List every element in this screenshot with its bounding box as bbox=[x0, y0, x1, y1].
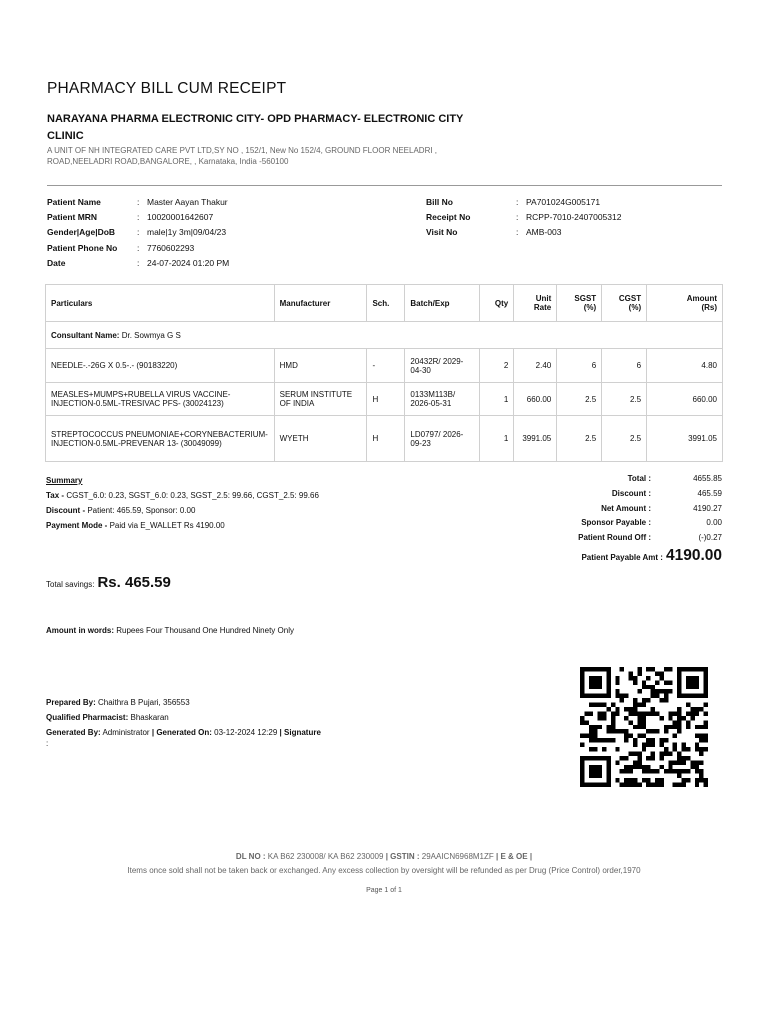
col-cgst: CGST (%) bbox=[602, 285, 647, 322]
page-title: PHARMACY BILL CUM RECEIPT bbox=[47, 80, 287, 97]
discount-label: Discount - bbox=[46, 506, 86, 515]
col-qty: Qty bbox=[480, 285, 514, 322]
gender-age-dob-label: Gender|Age|DoB bbox=[47, 227, 116, 238]
qr-code-icon bbox=[580, 667, 708, 787]
gender-age-dob: male|1y 3m|09/04/23 bbox=[147, 227, 227, 238]
discount-total-label: Discount : bbox=[611, 488, 651, 498]
hospital-name: NARAYANA PHARMA ELECTRONIC CITY- OPD PHARMACY- ELECTRONIC CITY CLINIC bbox=[47, 113, 464, 142]
net-amount-label: Net Amount : bbox=[601, 503, 651, 513]
dl-number: KA B62 230008/ KA B62 230009 bbox=[267, 852, 384, 861]
sponsor-payable-label: Sponsor Payable : bbox=[581, 518, 651, 528]
savings-label: Total savings: bbox=[46, 580, 95, 589]
generated-by-label: Generated By: bbox=[46, 728, 101, 737]
footer-note: Items once sold shall not be taken back or exchanged. Any excess collection by oversight will be refunded as per Drug (Price Control) order,1970 bbox=[127, 866, 641, 875]
col-batch: Batch/Exp bbox=[405, 285, 480, 322]
table-row: NEEDLE-.-26G X 0.5-.- (90183220) HMD - 20432R/ 2029-04-30 2 2.40 6 6 4.80 bbox=[46, 349, 723, 383]
gstin-label: GSTIN : bbox=[390, 852, 420, 861]
gstin: 29AAICN6968M1ZF bbox=[421, 852, 494, 861]
generated-on: 03-12-2024 12:29 bbox=[214, 728, 278, 737]
prepared-section: Prepared By: Chaithra B Pujari, 356553 Qualified Pharmacist: Bhaskaran Generated By: Administrator | Generated On: 03-12-2024 12:29 | Signature : bbox=[46, 698, 321, 748]
col-sch: Sch. bbox=[367, 285, 405, 322]
savings-value: Rs. 465.59 bbox=[97, 574, 171, 591]
eoe: E & OE | bbox=[500, 852, 533, 861]
receipt-no: RCPP-7010-2407005312 bbox=[526, 212, 622, 223]
consultant-label: Consultant Name: bbox=[51, 330, 120, 340]
tax-breakdown: CGST_6.0: 0.23, SGST_6.0: 0.23, SGST_2.5: 99.66, CGST_2.5: 99.66 bbox=[66, 491, 319, 500]
dl-label: DL NO : bbox=[235, 852, 266, 861]
col-amount: Amount (Rs) bbox=[647, 285, 723, 322]
hospital-address: A UNIT OF NH INTEGRATED CARE PVT LTD,SY NO , 152/1, New No 152/4, GROUND FLOOR NEELADRI , ROAD,NEELADRI ROAD,BANGALORE, , Karnataka, India -560100 bbox=[47, 146, 438, 166]
header-divider bbox=[47, 185, 722, 186]
patient-name-label: Patient Name bbox=[47, 197, 101, 207]
date-label: Date bbox=[47, 257, 66, 268]
total-savings bbox=[46, 574, 171, 591]
payment-mode: Paid via E_WALLET Rs 4190.00 bbox=[109, 521, 225, 530]
round-off-label: Patient Round Off : bbox=[578, 533, 651, 543]
bill-no-label: Bill No bbox=[426, 197, 453, 207]
payable-label: Patient Payable Amt : bbox=[581, 553, 663, 562]
words-value: Rupees Four Thousand One Hundred Ninety Only bbox=[116, 626, 294, 635]
payable-amount: 4190.00 bbox=[665, 547, 722, 564]
bill-info: Bill No : PA701024G005171 Receipt No : RCPP-7010-2407005312 Visit No : AMB-003 bbox=[426, 195, 621, 241]
date-value: 24-07-2024 01:20 PM bbox=[147, 257, 230, 268]
page-number: Page 1 of 1 bbox=[366, 887, 402, 894]
col-particulars: Particulars bbox=[46, 285, 275, 322]
consultant-name: Dr. Sowmya G S bbox=[121, 330, 181, 340]
sponsor-payable-value: 0.00 bbox=[706, 518, 722, 528]
receipt-no-label: Receipt No bbox=[426, 212, 471, 223]
bill-no: PA701024G005171 bbox=[526, 197, 601, 207]
totals-section bbox=[520, 472, 722, 546]
pharmacist: Bhaskaran bbox=[130, 713, 169, 722]
table-header-row bbox=[46, 285, 723, 322]
table-row: STREPTOCOCCUS PNEUMONIAE+CORYNEBACTERIUM-INJECTION-0.5ML-PREVENAR 13- (30049099) WYETH H LD0797/ 2026-09-23 1 3991.05 2.5 2.5 3991.05 bbox=[46, 416, 723, 462]
pharmacist-label: Qualified Pharmacist: bbox=[46, 713, 129, 722]
col-sgst: SGST (%) bbox=[557, 285, 602, 322]
total-value: 4655.85 bbox=[693, 474, 722, 483]
summary-section bbox=[46, 473, 319, 533]
total-label: Total : bbox=[627, 474, 651, 483]
prepared-by-label: Prepared By: bbox=[46, 698, 96, 707]
generated-by: Administrator bbox=[102, 728, 150, 737]
patient-mrn-label: Patient MRN bbox=[47, 212, 98, 223]
discount-breakdown: Patient: 465.59, Sponsor: 0.00 bbox=[87, 506, 196, 515]
patient-mrn: 10020001642607 bbox=[147, 212, 214, 223]
patient-phone: 7760602293 bbox=[147, 242, 195, 253]
round-off-value: (-)0.27 bbox=[698, 533, 722, 543]
generated-on-label: Generated On: bbox=[156, 728, 212, 737]
words-label: Amount in words: bbox=[46, 626, 114, 635]
consultant-row bbox=[46, 322, 723, 349]
tax-label: Tax - bbox=[46, 491, 65, 500]
visit-no: AMB-003 bbox=[526, 227, 562, 238]
net-amount-value: 4190.27 bbox=[693, 503, 722, 513]
patient-payable bbox=[520, 547, 722, 565]
visit-no-label: Visit No bbox=[426, 227, 458, 238]
patient-phone-label: Patient Phone No bbox=[47, 242, 118, 253]
amount-in-words bbox=[46, 626, 294, 635]
payment-mode-label: Payment Mode - bbox=[46, 521, 108, 530]
items-table bbox=[45, 284, 723, 462]
patient-info: Patient Name : Master Aayan Thakur Patient MRN : 10020001642607 Gender|Age|DoB : male|1y 3m|09/04/23 Patient Phone No : 7760602293 Date : 24-07-2024 01:20 PM bbox=[47, 195, 229, 271]
discount-total-value: 465.59 bbox=[697, 488, 722, 498]
footer-registration: DL NO : KA B62 230008/ KA B62 230009 | GSTIN : 29AAICN6968M1ZF | E & OE | bbox=[235, 852, 533, 861]
col-manufacturer: Manufacturer bbox=[274, 285, 367, 322]
patient-name: Master Aayan Thakur bbox=[147, 197, 228, 207]
col-unit-rate: Unit Rate bbox=[514, 285, 557, 322]
summary-heading: Summary bbox=[46, 476, 83, 485]
table-row: MEASLES+MUMPS+RUBELLA VIRUS VACCINE-INJECTION-0.5ML-TRESIVAC PFS- (30024123) SERUM INSTITUTE OF INDIA H 0133M113B/ 2026-05-31 1 660.00 2.5 2.5 660.00 bbox=[46, 383, 723, 416]
prepared-by: Chaithra B Pujari, 356553 bbox=[98, 698, 190, 707]
signature-label: Signature bbox=[284, 728, 321, 737]
signature-colon: : bbox=[46, 739, 49, 748]
